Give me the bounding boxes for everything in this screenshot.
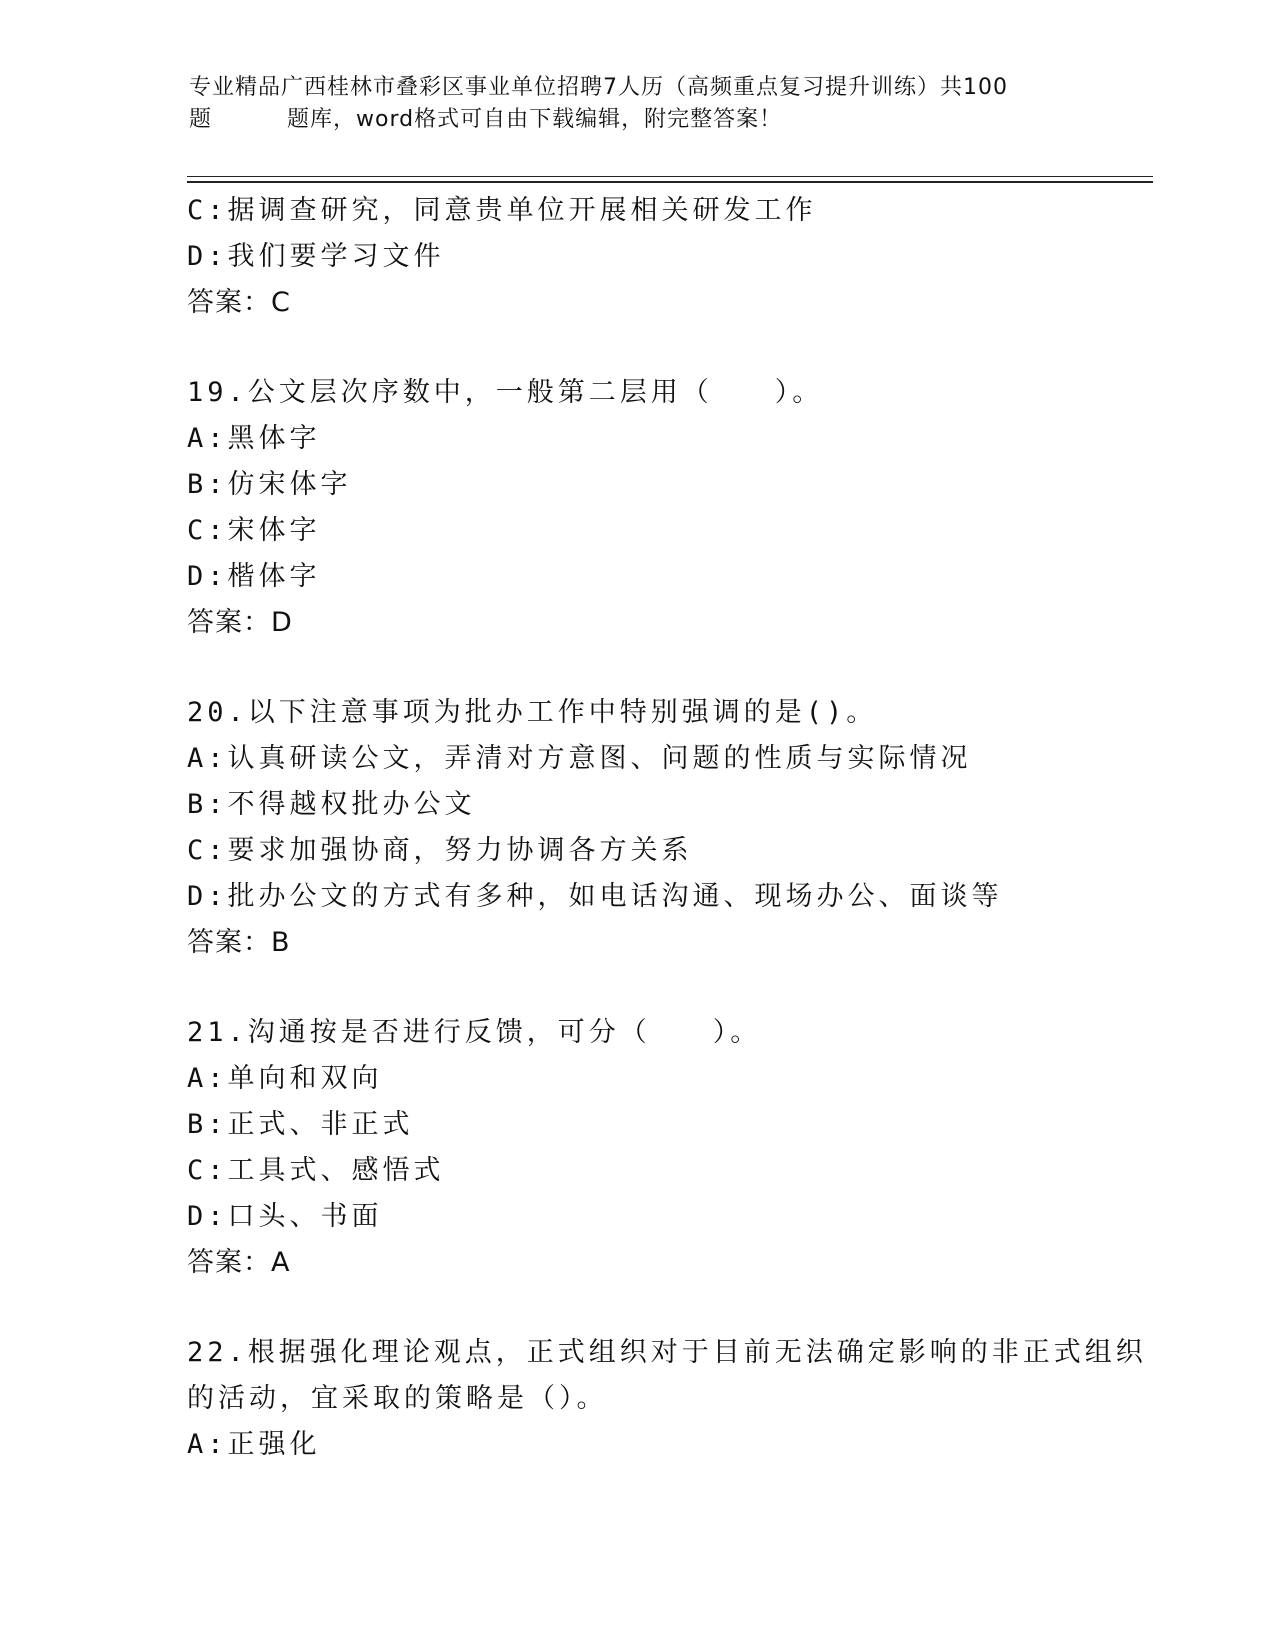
option-a bbox=[187, 416, 1147, 462]
option-text: 工具式、感悟式 bbox=[227, 1155, 445, 1186]
option-label: D: bbox=[187, 1201, 228, 1232]
option-label: A: bbox=[187, 743, 228, 774]
option-b bbox=[187, 782, 1147, 828]
option-b bbox=[187, 462, 1147, 508]
header-divider-thin bbox=[187, 176, 1153, 177]
option-text: 据调查研究，同意贵单位开展相关研发工作 bbox=[227, 195, 817, 226]
carryover-block bbox=[187, 188, 1147, 326]
option-a bbox=[187, 736, 1147, 782]
option-c bbox=[187, 188, 1147, 234]
option-a bbox=[187, 1422, 1147, 1468]
option-text: 要求加强协商，努力协调各方关系 bbox=[227, 835, 693, 866]
answer-line: 答案：B bbox=[187, 927, 291, 958]
option-label: B: bbox=[187, 469, 228, 500]
option-c bbox=[187, 1148, 1147, 1194]
header-line2-start: 题 bbox=[189, 107, 213, 132]
option-label: B: bbox=[187, 1109, 228, 1140]
option-label: C: bbox=[187, 515, 228, 546]
option-text: 口头、书面 bbox=[227, 1201, 383, 1232]
option-c bbox=[187, 508, 1147, 554]
question-stem: 19.公文层次序数中，一般第二层用（ ）。 bbox=[187, 377, 824, 408]
question-stem-line1: 22.根据强化理论观点，正式组织对于目前无法确定影响的非正式组织 bbox=[187, 1337, 1147, 1368]
option-text: 单向和双向 bbox=[227, 1063, 383, 1094]
question-list bbox=[187, 188, 1147, 1468]
option-d bbox=[187, 874, 1147, 920]
option-label: D: bbox=[187, 241, 228, 272]
question-19 bbox=[187, 370, 1147, 646]
option-text: 黑体字 bbox=[227, 423, 321, 454]
header-title-line1: 专业精品广西桂林市叠彩区事业单位招聘7人历（高频重点复习提升训练）共100 bbox=[189, 75, 1008, 100]
option-text: 批办公文的方式有多种，如电话沟通、现场办公、面谈等 bbox=[227, 881, 1003, 912]
option-label: B: bbox=[187, 789, 228, 820]
option-d bbox=[187, 1194, 1147, 1240]
header-line2-rest: 题库，word格式可自由下载编辑，附完整答案！ bbox=[287, 107, 783, 132]
option-label: A: bbox=[187, 1429, 228, 1460]
option-text: 宋体字 bbox=[227, 515, 321, 546]
option-text: 我们要学习文件 bbox=[227, 241, 445, 272]
answer-line: 答案：D bbox=[187, 607, 293, 638]
option-text: 不得越权批办公文 bbox=[227, 789, 476, 820]
option-d bbox=[187, 234, 1147, 280]
option-text: 正式、非正式 bbox=[227, 1109, 414, 1140]
question-22 bbox=[187, 1330, 1147, 1468]
option-label: D: bbox=[187, 561, 228, 592]
option-label: A: bbox=[187, 423, 228, 454]
option-b bbox=[187, 1102, 1147, 1148]
option-label: C: bbox=[187, 835, 228, 866]
document-header bbox=[189, 72, 1089, 136]
answer-line: 答案：A bbox=[187, 1247, 291, 1278]
question-stem: 21.沟通按是否进行反馈，可分（ ）。 bbox=[187, 1017, 762, 1048]
question-20 bbox=[187, 690, 1147, 966]
option-label: A: bbox=[187, 1063, 228, 1094]
answer-line: 答案：C bbox=[187, 287, 291, 318]
option-label: D: bbox=[187, 881, 228, 912]
question-21 bbox=[187, 1010, 1147, 1286]
option-a bbox=[187, 1056, 1147, 1102]
option-text: 楷体字 bbox=[227, 561, 321, 592]
option-text: 正强化 bbox=[227, 1429, 321, 1460]
option-label: C: bbox=[187, 1155, 228, 1186]
option-c bbox=[187, 828, 1147, 874]
header-divider-thick bbox=[187, 181, 1153, 183]
question-stem-line2: 的活动，宜采取的策略是（）。 bbox=[187, 1383, 608, 1414]
option-text: 认真研读公文，弄清对方意图、问题的性质与实际情况 bbox=[227, 743, 972, 774]
header-title-line2 bbox=[189, 104, 1089, 136]
option-d bbox=[187, 554, 1147, 600]
question-stem: 20.以下注意事项为批办工作中特别强调的是()。 bbox=[187, 697, 878, 728]
option-text: 仿宋体字 bbox=[227, 469, 352, 500]
option-label: C: bbox=[187, 195, 228, 226]
